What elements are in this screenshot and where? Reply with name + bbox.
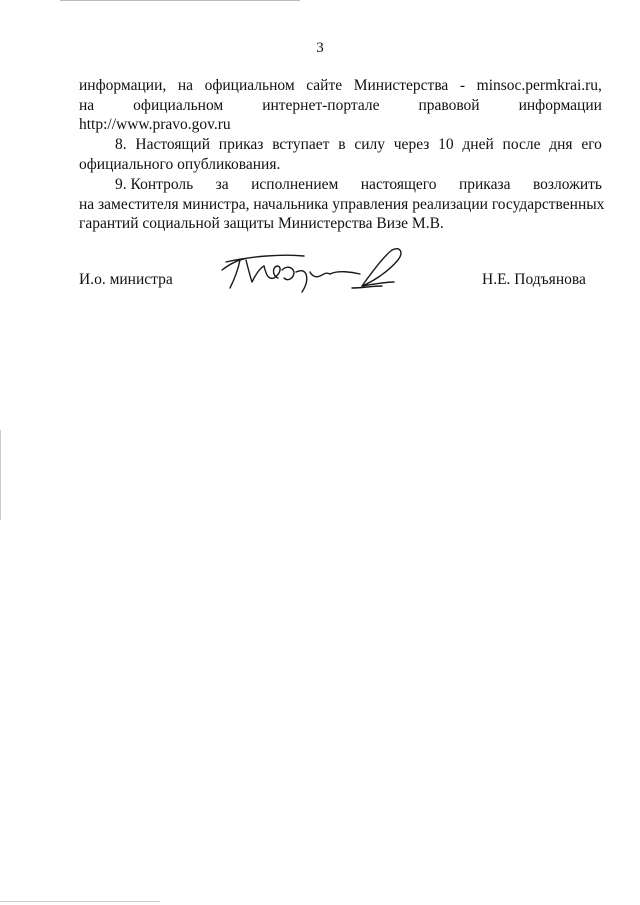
signatory-title: И.о. министра — [79, 271, 173, 288]
paragraph-9 — [79, 175, 605, 234]
scan-edge-artifact — [0, 430, 1, 520]
word: правовой — [418, 96, 480, 114]
word: его — [581, 136, 602, 153]
word: дней — [462, 136, 494, 153]
paragraph-9-line-1 — [79, 175, 602, 195]
paragraph-7-line-1 — [79, 76, 602, 96]
word: официальном — [204, 77, 295, 94]
word: интернет-портале — [262, 96, 380, 114]
word: - — [459, 77, 466, 94]
word: исполнением — [251, 176, 339, 193]
word: Министерства — [353, 77, 449, 94]
word: возложить — [532, 176, 602, 193]
scan-edge-artifact — [0, 901, 160, 902]
word: вступает — [272, 136, 330, 153]
word: сайте — [306, 77, 343, 94]
word: информации, — [79, 77, 167, 94]
paragraph-8-line-1 — [79, 135, 602, 155]
word: 8. — [115, 136, 127, 153]
word: информации — [518, 96, 602, 114]
paragraph-8 — [79, 135, 602, 174]
word: на — [177, 77, 194, 94]
word: 10 — [438, 136, 454, 153]
word: в — [338, 136, 346, 153]
word: силу — [354, 136, 385, 153]
word: после — [502, 136, 541, 153]
signatory-name: Н.Е. Подъянова — [482, 271, 586, 288]
paragraph-7-line-3: http://www.pravo.gov.ru — [79, 116, 231, 133]
word: через — [393, 136, 430, 153]
handwritten-signature — [212, 242, 412, 298]
word: minsoc.permkrai.ru, — [476, 77, 602, 94]
word: дня — [549, 136, 573, 153]
word: настоящего — [360, 176, 437, 193]
paragraph-8-line-2: официального опубликования. — [79, 155, 281, 173]
paragraph-7-line-2 — [79, 96, 602, 116]
word: Настоящий — [135, 136, 211, 153]
word: 9. Контроль — [115, 176, 194, 193]
page-number: 3 — [316, 40, 324, 56]
paragraph-9-line-2: на заместителя министра, начальника управления реализации государственных — [79, 195, 605, 213]
word: официальном — [133, 96, 224, 114]
paragraph-9-line-3: гарантий социальной защиты Министерства Визе М.В. — [79, 215, 444, 232]
scan-edge-artifact — [60, 0, 300, 1]
word: за — [215, 176, 229, 193]
word: приказ — [218, 136, 264, 153]
word: приказа — [458, 176, 511, 193]
paragraph-7 — [79, 76, 602, 135]
word: на — [79, 96, 95, 114]
